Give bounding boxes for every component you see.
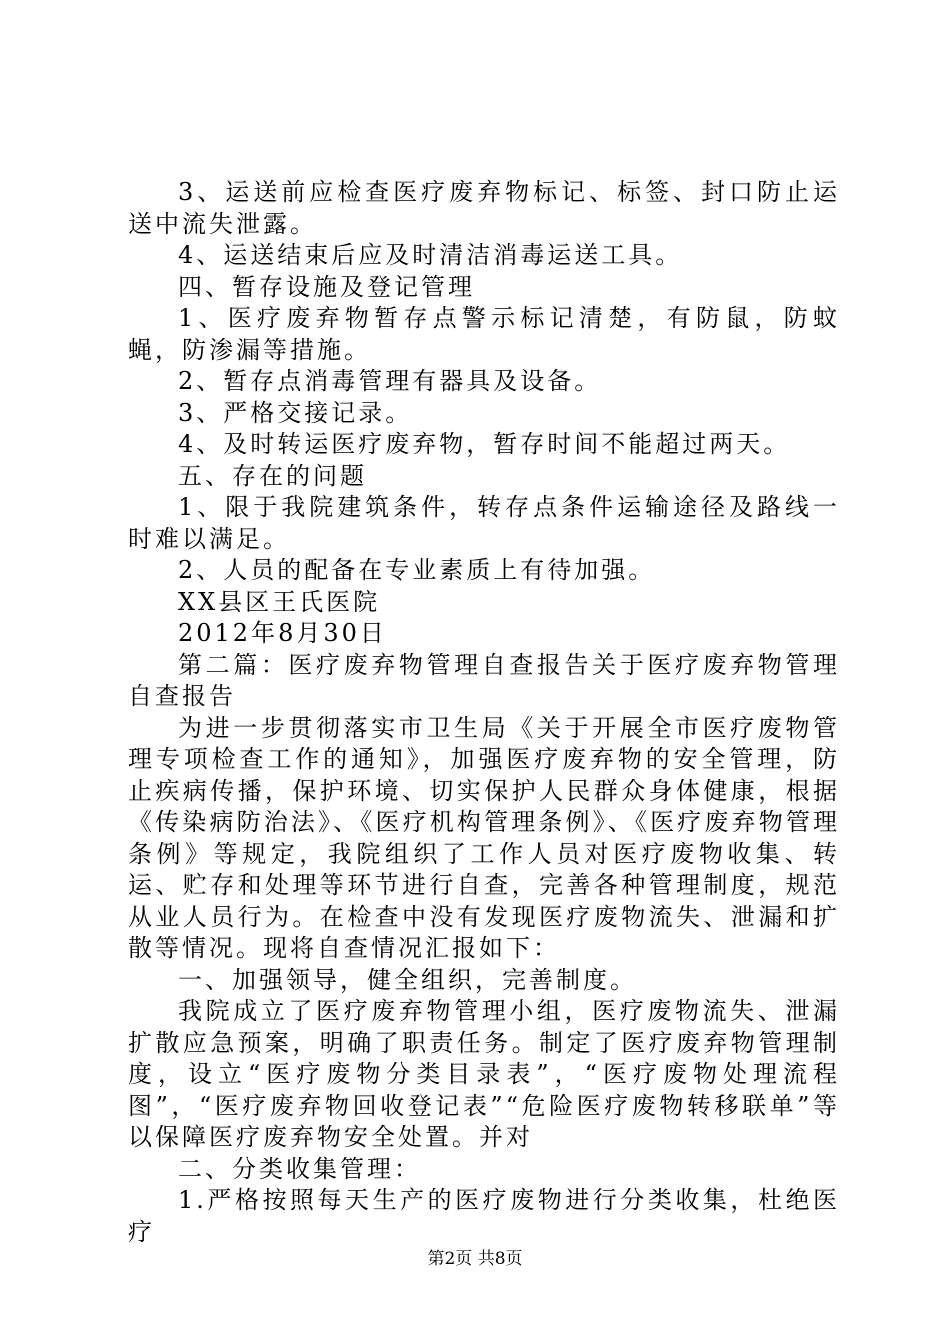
document-body — [128, 177, 840, 1248]
paragraph: 1、限于我院建筑条件，转存点条件运输途径及路线一时难以满足。 — [128, 493, 840, 553]
paragraph: 4、运送结束后应及时清洁消毒运送工具。 — [178, 241, 683, 269]
paragraph: 1.严格按照每天生产的医疗废物进行分类收集，杜绝医疗 — [128, 1186, 840, 1246]
section-heading: 二、分类收集管理： — [178, 1154, 421, 1183]
paragraph: 2、人员的配备在专业素质上有待加强。 — [178, 556, 656, 584]
paragraph: 1、医疗废弃物暂存点警示标记清楚，有防鼠，防蚊蝇，防渗漏等措施。 — [128, 304, 840, 364]
paragraph: 4、及时转运医疗废弃物，暂存时间不能超过两天。 — [178, 430, 791, 458]
section-heading: 一、加强领导，健全组织，完善制度。 — [178, 965, 637, 994]
paragraph: 3、运送前应检查医疗废弃物标记、标签、封口防止运送中流失泄露。 — [128, 178, 840, 238]
section-heading: 四、暂存设施及登记管理 — [178, 272, 475, 301]
signature-date: 2012年8月30日 — [178, 619, 387, 647]
chapter-title: 第二篇：医疗废弃物管理自查报告关于医疗废弃物管理自查报告 — [128, 650, 840, 710]
paragraph: 为进一步贯彻落实市卫生局《关于开展全市医疗废物管理专项检查工作的通知》，加强医疗废弃物的安全管理，防止疾病传播，保护环境、切实保护人民群众身体健康，根据《传染病防治法》、《医疗机构管理条例》、《医疗废弃物管理条例》等规定，我院组织了工作人员对医疗废物收集、转运、贮存和处理等环节进行自查，完善各种管理制度，规范从业人员行为。在检查中没有发现医疗废物流失、泄漏和扩散等情况。现将自查情况汇报如下： — [128, 713, 840, 962]
section-heading: 五、存在的问题 — [178, 461, 367, 490]
page-number-footer: 第2页 共8页 — [427, 1249, 523, 1269]
paragraph: 3、严格交接记录。 — [178, 398, 413, 427]
signature-organization: XX县区王氏医院 — [178, 587, 381, 616]
paragraph: 我院成立了医疗废弃物管理小组，医疗废物流失、泄漏扩散应急预案，明确了职责任务。制定了医疗废弃物管理制度，设立“医疗废物分类目录表”，“医疗废物处理流程图”，“医疗废弃物回收登记表”“危险医疗废物转移联单”等以保障医疗废弃物安全处置。并对 — [128, 997, 840, 1151]
paragraph: 2、暂存点消毒管理有器具及设备。 — [178, 367, 602, 395]
